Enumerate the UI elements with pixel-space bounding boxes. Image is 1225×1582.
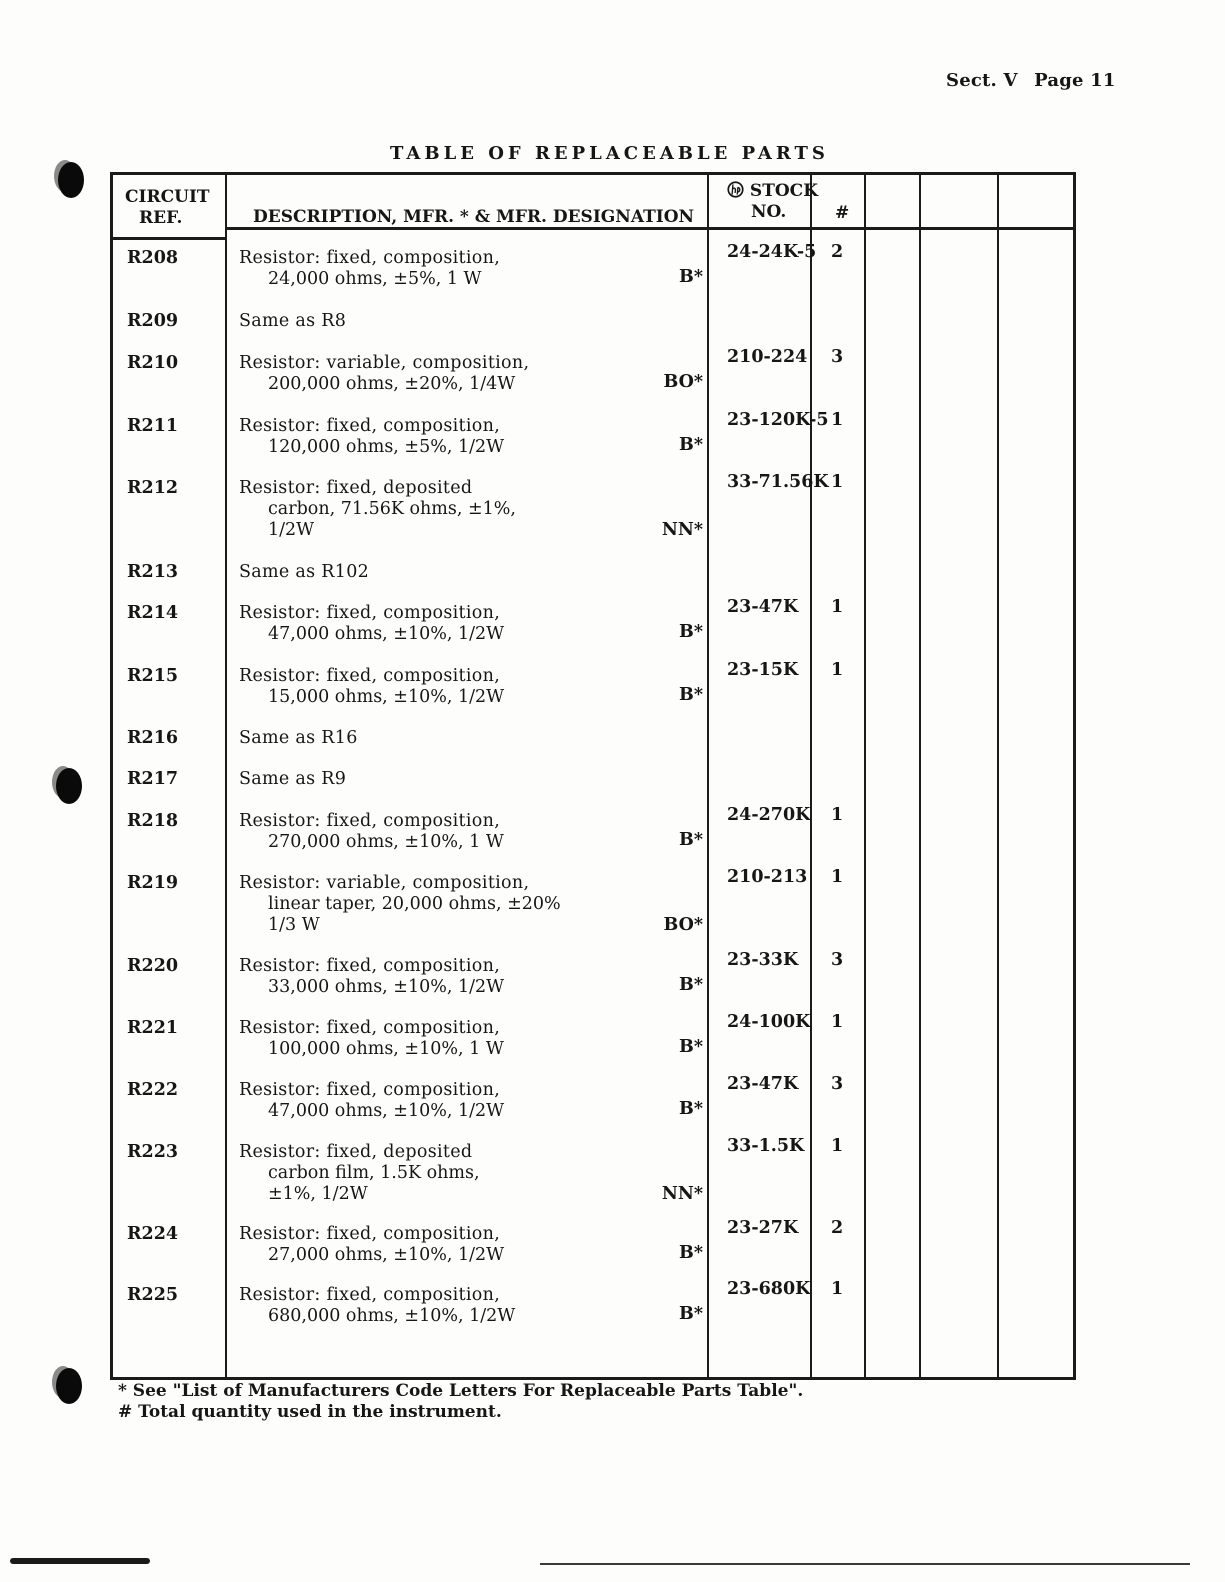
- circuit-ref: R214: [127, 603, 179, 623]
- description-header: DESCRIPTION, MFR. * & MFR. DESIGNATION: [253, 207, 695, 227]
- binder-hole-icon: [56, 1368, 82, 1404]
- stock-number: 23-47K: [727, 1074, 799, 1094]
- description-line: Resistor: fixed, composition,: [239, 1080, 501, 1100]
- manufacturer-code: B*: [679, 830, 703, 850]
- scan-edge-line: [540, 1563, 1190, 1565]
- description-line: 47,000 ohms, ±10%, 1/2W: [268, 1101, 505, 1121]
- circuit-ref: R222: [127, 1080, 179, 1100]
- description-line: 1/2W: [268, 520, 315, 540]
- stock-number: 210-213: [727, 867, 808, 887]
- description-line: Same as R102: [239, 562, 370, 582]
- total-quantity: 1: [831, 597, 844, 617]
- circuit-ref: R220: [127, 956, 179, 976]
- circuit-ref-header: [125, 187, 210, 229]
- total-quantity: 3: [831, 1074, 844, 1094]
- manufacturer-code: B*: [679, 435, 703, 455]
- stock-number: 23-15K: [727, 660, 799, 680]
- stock-number: 24-270K: [727, 805, 811, 825]
- description-line: Resistor: fixed, composition,: [239, 416, 501, 436]
- manufacturer-code: B*: [679, 975, 703, 995]
- part-description: [239, 248, 500, 290]
- description-line: 200,000 ohms, ±20%, 1/4W: [268, 374, 516, 394]
- manufacturer-code: BO*: [663, 915, 703, 935]
- circuit-ref: R211: [127, 416, 179, 436]
- part-description: [239, 478, 516, 541]
- part-description: [239, 311, 346, 332]
- stock-number: 23-47K: [727, 597, 799, 617]
- manufacturer-code: NN*: [661, 1184, 703, 1204]
- description-line: Resistor: fixed, composition,: [239, 1224, 501, 1244]
- circuit-ref: R216: [127, 728, 179, 748]
- stock-header-line1: STOCK: [749, 181, 818, 201]
- stock-number: 23-33K: [727, 950, 799, 970]
- manufacturer-code: B*: [679, 1304, 703, 1324]
- description-line: 680,000 ohms, ±10%, 1/2W: [268, 1306, 516, 1326]
- stock-number-header: [727, 181, 818, 223]
- binder-hole-icon: [58, 162, 84, 198]
- total-quantity: 2: [831, 1218, 844, 1238]
- stock-number: 33-71.56K: [727, 472, 829, 492]
- scan-edge-mark: [10, 1558, 150, 1564]
- description-line: 1/3 W: [268, 915, 320, 935]
- description-line: Same as R16: [239, 728, 358, 748]
- part-description: [239, 1285, 515, 1327]
- column-divider: [707, 175, 709, 1377]
- total-quantity: 3: [831, 950, 844, 970]
- total-quantity: 1: [831, 1136, 844, 1156]
- manufacturer-code: B*: [679, 1037, 703, 1057]
- page-number: Page 11: [1034, 70, 1116, 91]
- circuit-ref: R224: [127, 1224, 179, 1244]
- stock-number: 24-24K-5: [727, 242, 817, 262]
- part-description: [239, 873, 561, 936]
- manufacturer-code: B*: [679, 267, 703, 287]
- table-title: TABLE OF REPLACEABLE PARTS: [390, 143, 829, 164]
- description-line: 24,000 ohms, ±5%, 1 W: [268, 269, 482, 289]
- part-description: [239, 1080, 504, 1122]
- description-line: 47,000 ohms, ±10%, 1/2W: [268, 624, 505, 644]
- column-divider: [864, 175, 866, 1377]
- stock-number: 23-120K-5: [727, 410, 829, 430]
- stock-number: 33-1.5K: [727, 1136, 805, 1156]
- circuit-ref: R213: [127, 562, 179, 582]
- section-label: Sect. V: [946, 70, 1018, 91]
- circuit-ref: R208: [127, 248, 179, 268]
- part-description: [239, 1142, 480, 1205]
- manufacturer-code: NN*: [661, 520, 703, 540]
- description-line: Resistor: variable, composition,: [239, 873, 530, 893]
- manufacturer-code: BO*: [663, 372, 703, 392]
- circuit-ref: R209: [127, 311, 179, 331]
- description-line: Resistor: fixed, composition,: [239, 1285, 501, 1305]
- stock-number: 23-27K: [727, 1218, 799, 1238]
- description-line: 270,000 ohms, ±10%, 1 W: [268, 832, 504, 852]
- total-quantity: 1: [831, 410, 844, 430]
- total-quantity: 1: [831, 472, 844, 492]
- description-line: carbon, 71.56K ohms, ±1%,: [268, 499, 516, 519]
- stock-header-line2: NO.: [751, 202, 787, 222]
- part-description: [239, 811, 504, 853]
- circuit-ref: R221: [127, 1018, 179, 1038]
- description-line: carbon film, 1.5K ohms,: [268, 1163, 480, 1183]
- circuit-ref: R212: [127, 478, 179, 498]
- total-quantity: 1: [831, 805, 844, 825]
- part-description: [239, 728, 358, 749]
- column-divider: [810, 175, 812, 1377]
- description-line: Resistor: variable, composition,: [239, 353, 530, 373]
- total-quantity: 2: [831, 242, 844, 262]
- circuit-ref: R225: [127, 1285, 179, 1305]
- column-divider: [225, 175, 227, 1377]
- column-divider: [997, 175, 999, 1377]
- description-line: Resistor: fixed, composition,: [239, 248, 501, 268]
- description-line: Same as R8: [239, 311, 347, 331]
- circuit-ref-header-line2: REF.: [139, 208, 183, 228]
- circuit-ref: R219: [127, 873, 179, 893]
- total-quantity: 1: [831, 660, 844, 680]
- description-line: 100,000 ohms, ±10%, 1 W: [268, 1039, 504, 1059]
- description-line: Resistor: fixed, composition,: [239, 666, 501, 686]
- parts-table: [110, 172, 1076, 1380]
- page-header: [946, 70, 1126, 91]
- part-description: [239, 1224, 504, 1266]
- circuit-ref: R223: [127, 1142, 179, 1162]
- total-quantity: 3: [831, 347, 844, 367]
- description-line: ±1%, 1/2W: [268, 1184, 368, 1204]
- description-line: 27,000 ohms, ±10%, 1/2W: [268, 1245, 505, 1265]
- description-line: 15,000 ohms, ±10%, 1/2W: [268, 687, 505, 707]
- part-description: [239, 769, 346, 790]
- circuit-ref: R218: [127, 811, 179, 831]
- circuit-ref-header-line1: CIRCUIT: [125, 187, 210, 207]
- manufacturer-code: B*: [679, 1243, 703, 1263]
- description-line: Resistor: fixed, deposited: [239, 478, 473, 498]
- stock-number: 24-100K: [727, 1012, 811, 1032]
- header-rule: [113, 237, 225, 240]
- description-line: Resistor: fixed, composition,: [239, 1018, 501, 1038]
- manufacturer-code: B*: [679, 622, 703, 642]
- description-line: Same as R9: [239, 769, 347, 789]
- footnote-manufacturer: * See "List of Manufacturers Code Letters For Replaceable Parts Table".: [118, 1381, 804, 1401]
- description-line: linear taper, 20,000 ohms, ±20%: [268, 894, 561, 914]
- part-description: [239, 666, 504, 708]
- total-quantity: 1: [831, 1279, 844, 1299]
- total-quantity: 1: [831, 1012, 844, 1032]
- part-description: [239, 603, 504, 645]
- part-description: [239, 416, 504, 458]
- footnote-quantity: # Total quantity used in the instrument.: [118, 1402, 502, 1422]
- stock-number: 210-224: [727, 347, 808, 367]
- footnotes: [118, 1381, 803, 1423]
- part-description: [239, 1018, 504, 1060]
- description-line: Resistor: fixed, composition,: [239, 811, 501, 831]
- description-line: 120,000 ohms, ±5%, 1/2W: [268, 437, 505, 457]
- manufacturer-code: B*: [679, 685, 703, 705]
- column-divider: [919, 175, 921, 1377]
- part-description: [239, 562, 369, 583]
- circuit-ref: R215: [127, 666, 179, 686]
- total-quantity: 1: [831, 867, 844, 887]
- hp-logo-icon: [727, 181, 744, 198]
- description-line: 33,000 ohms, ±10%, 1/2W: [268, 977, 505, 997]
- quantity-header: #: [835, 203, 850, 223]
- manufacturer-code: B*: [679, 1099, 703, 1119]
- binder-hole-icon: [56, 768, 82, 804]
- description-line: Resistor: fixed, composition,: [239, 603, 501, 623]
- description-line: Resistor: fixed, deposited: [239, 1142, 473, 1162]
- circuit-ref: R210: [127, 353, 179, 373]
- stock-number: 23-680K: [727, 1279, 811, 1299]
- description-line: Resistor: fixed, composition,: [239, 956, 501, 976]
- part-description: [239, 956, 504, 998]
- circuit-ref: R217: [127, 769, 179, 789]
- part-description: [239, 353, 529, 395]
